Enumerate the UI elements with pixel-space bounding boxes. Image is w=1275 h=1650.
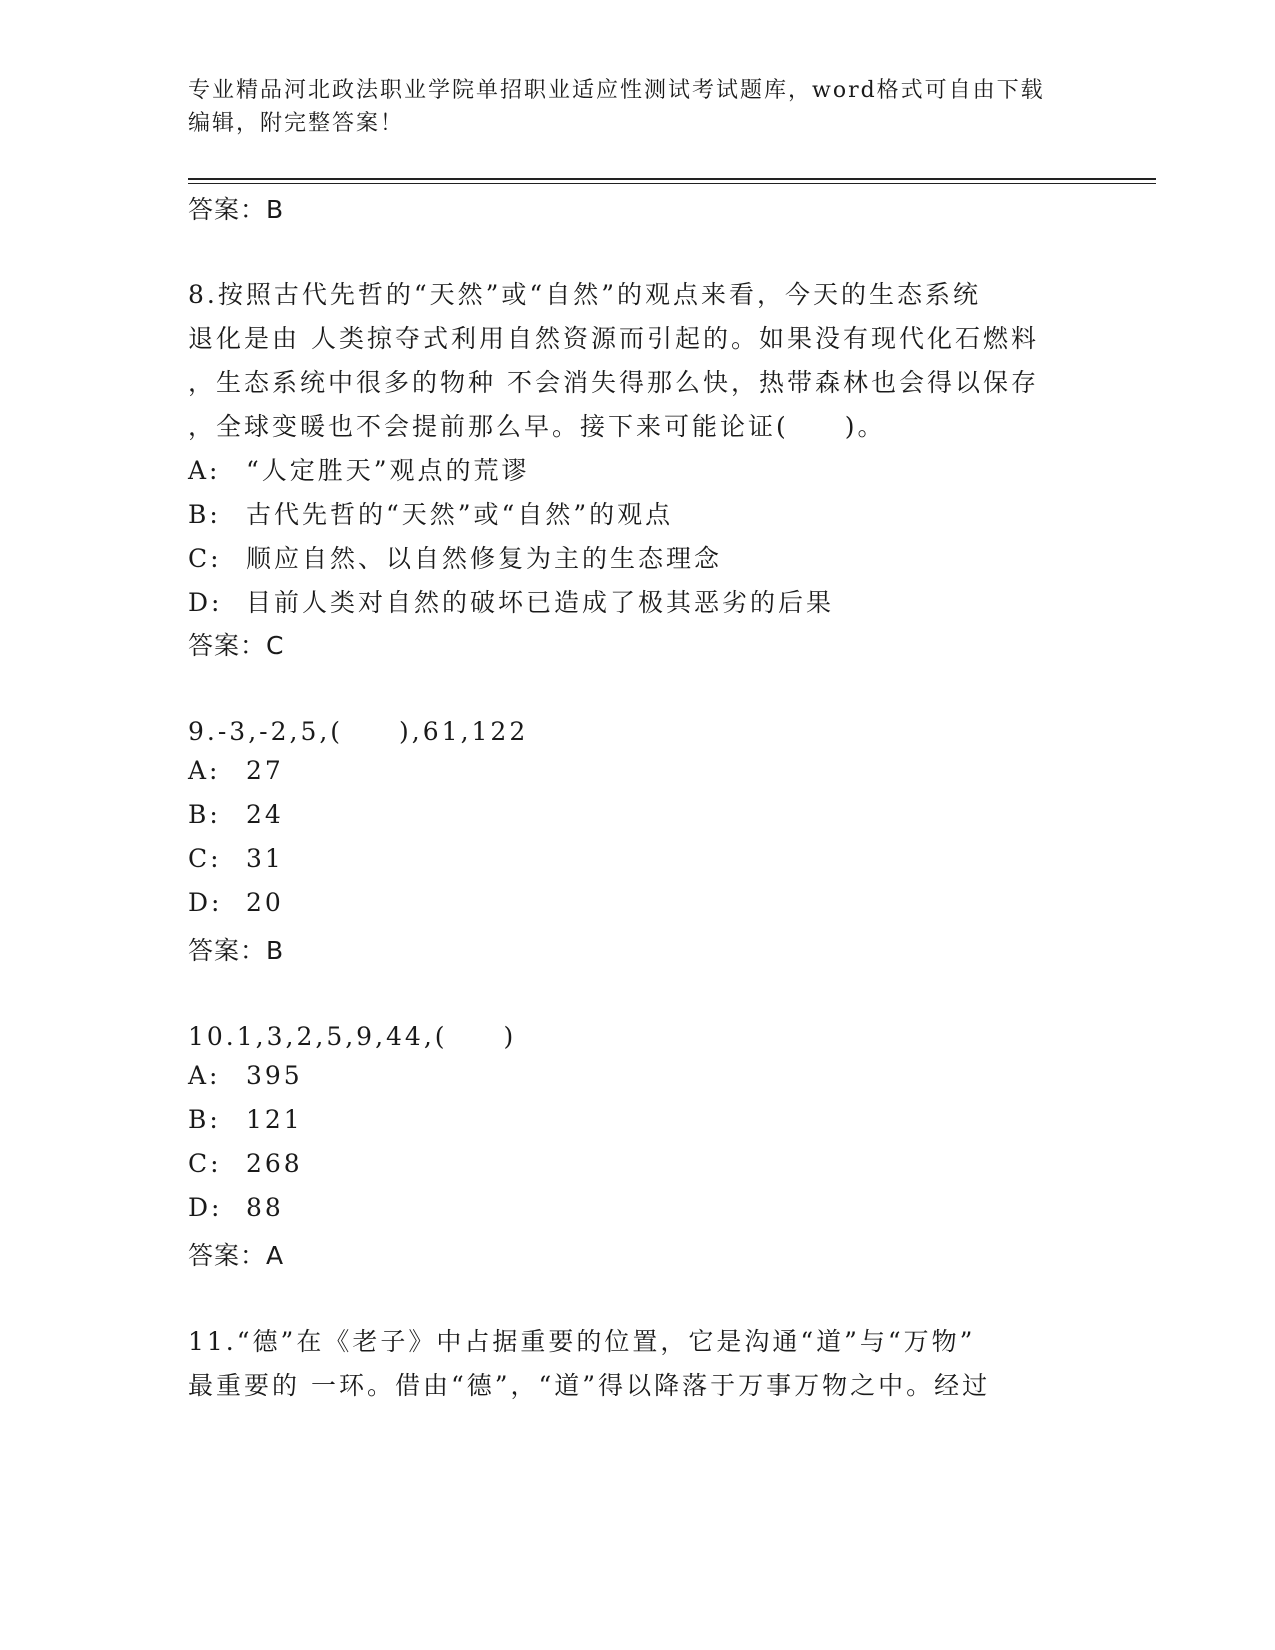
answer-q7: 答案：B [188,195,285,224]
document-header [188,74,1088,140]
option-letter: B: [188,1105,221,1134]
question-9-option-c [188,844,284,873]
question-11-line-1: 11.“德”在《老子》中占据重要的位置，它是沟通“道”与“万物” [188,1327,976,1356]
question-10-option-c [188,1149,303,1178]
option-text: 31 [246,844,284,873]
option-text: 顺应自然、以自然修复为主的生态理念 [246,544,723,573]
question-10-stem: 10.1,3,2,5,9,44,( ) [188,1022,517,1051]
question-8-option-c [188,539,722,575]
question-8-line-1: 8.按照古代先哲的“天然”或“自然”的观点来看，今天的生态系统 [188,280,981,309]
option-letter: D: [188,1193,223,1222]
option-letter: A: [188,1061,221,1090]
option-text: 目前人类对自然的破坏已造成了极其恶劣的后果 [246,588,835,617]
question-10-option-b [188,1105,303,1134]
header-rule-thin [188,183,1156,184]
option-letter: B: [188,500,221,529]
option-letter: C: [188,844,222,873]
option-letter: B: [188,800,221,829]
option-letter: C: [188,544,222,573]
option-text: “人定胜天”观点的荒谬 [246,456,530,485]
question-9-option-d [188,888,284,917]
option-text: 古代先哲的“天然”或“自然”的观点 [246,500,674,529]
option-text: 88 [246,1193,284,1222]
option-text: 27 [246,756,284,785]
answer-q10: 答案：A [188,1241,285,1270]
question-8-line-2: 退化是由 人类掠夺式利用自然资源而引起的。如果没有现代化石燃料 [188,324,1039,353]
option-text: 268 [246,1149,303,1178]
question-9-option-a [188,756,284,785]
option-letter: D: [188,588,223,617]
question-10-option-a [188,1061,303,1090]
option-text: 24 [246,800,284,829]
question-9-stem: 9.-3,-2,5,( ),61,122 [188,717,529,746]
question-8-line-3: ，生态系统中很多的物种 不会消失得那么快，热带森林也会得以保存 [188,368,1039,397]
option-text: 121 [246,1105,303,1134]
answer-q8: 答案：C [188,631,285,660]
option-text: 395 [246,1061,303,1090]
question-8-option-b [188,495,673,531]
header-line-1: 专业精品河北政法职业学院单招职业适应性测试考试题库，word格式可自由下载 [188,78,1045,103]
option-letter: D: [188,888,223,917]
option-letter: A: [188,456,221,485]
option-letter: C: [188,1149,222,1178]
question-9-option-b [188,800,284,829]
question-8-option-d [188,583,834,619]
question-11-line-2: 最重要的 一环。借由“德”，“道”得以降落于万事万物之中。经过 [188,1371,991,1400]
question-8-option-a [188,451,530,487]
header-rule-thick [188,178,1156,180]
option-letter: A: [188,756,221,785]
question-10-option-d [188,1193,284,1222]
option-text: 20 [246,888,284,917]
question-8-line-4: ，全球变暖也不会提前那么早。接下来可能论证( )。 [188,412,886,441]
header-line-2: 编辑，附完整答案！ [188,111,405,136]
answer-q9: 答案：B [188,936,285,965]
